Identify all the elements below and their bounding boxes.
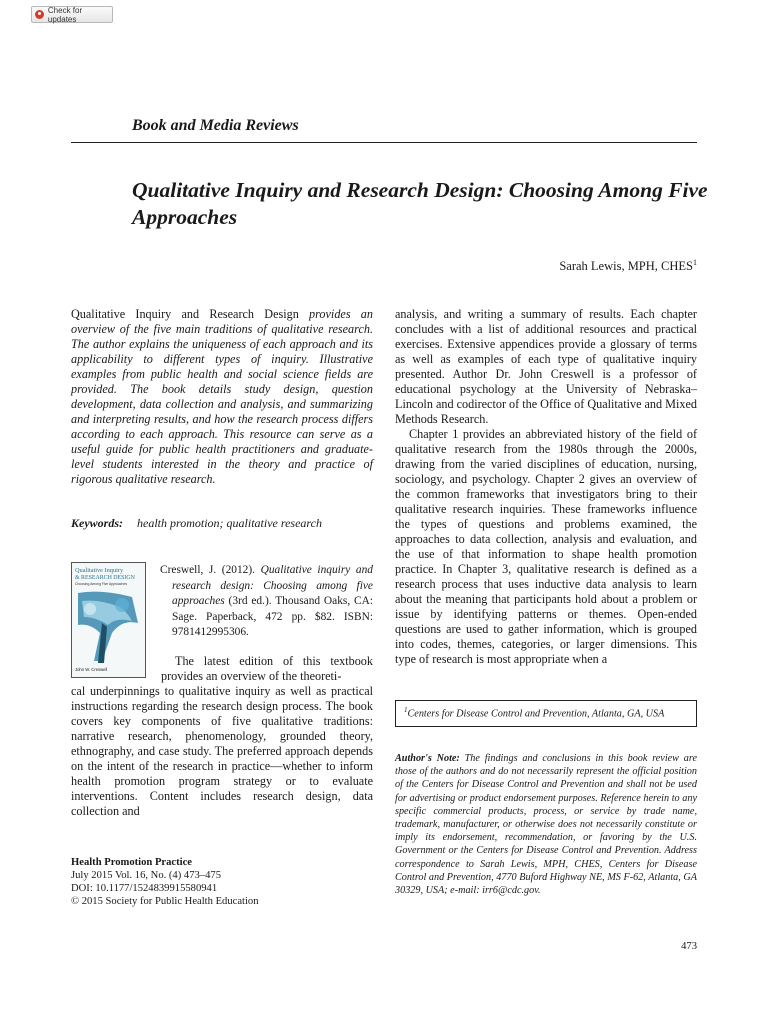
body-text-right-column [395,307,697,667]
author-byline [559,258,697,274]
body-left-wrapped-start: The latest edition of this textbook provides an overview of the theoreti- [161,654,373,683]
journal-copyright: © 2015 Society for Public Health Education [71,896,259,907]
body-text-left-column [71,654,373,819]
journal-doi: DOI: 10.1177/1524839915580941 [71,883,218,894]
authors-note-text: The findings and conclusions in this book review are those of the authors and do not necessarily represent the official position of the Centers for Disease Control and Prevention and shall not be used for advertising or product endorsement purposes. Reference herein to any specific commercial products, process, or service by trade name, trademark, manufacturer, or otherwise does not necessarily constitute or imply its endorsement, recommendation, or favoring by the U.S. Government or the Centers for Disease Control and Prevention. Address correspondence to Sarah Lewis, MPH, CHES, Centers for Disease Control and Prevention, 4770 Buford Highway NE, MS F-62, Atlanta, GA 30329, USA; e-mail: irr6@cdc.gov. [395,753,697,897]
cover-title-line2: & RESEARCH DESIGN [75,575,135,581]
crossmark-icon [35,10,44,19]
authors-note [395,752,697,897]
abstract [71,307,373,487]
keywords-text: health promotion; qualitative research [137,516,322,530]
book-citation [160,563,373,641]
cover-author: John W. Creswell [75,667,108,672]
journal-title: Health Promotion Practice [71,857,193,868]
cover-subtitle: Choosing Among Five Approaches [75,582,128,586]
body-right-paragraph-1: analysis, and writing a summary of results. Each chapter concludes with a list of additional resources and practical exercises. Extensive appendices provide a glossary of terms as well as examples of each type of qualitative inquiry presented. Author Dr. John Creswell is a professor of educational psychology at the University of Nebraska–Lincoln and codirector of the Office of Qualitative and Mixed Methods Research. [395,307,697,426]
authors-note-label: Author's Note: [395,753,460,764]
journal-issue: July 2015 Vol. 16, No. (4) 473–475 [71,870,221,881]
citation-book-title: Qualitative inquiry and research design: Choosing among five approaches [172,564,373,607]
section-header: Book and Media Reviews [132,117,299,134]
keywords [71,516,322,531]
journal-info [71,856,259,908]
body-left-paragraph [71,654,373,819]
abstract-lead: Qualitative Inquiry and Research Design [71,307,299,321]
check-for-updates-label: Check for updates [47,5,83,24]
keywords-label: Keywords: [71,516,123,530]
affiliation-text: Centers for Disease Control and Prevention, Atlanta, GA, USA [407,708,665,720]
body-right-paragraph-2: Chapter 1 provides an abbreviated history of the field of qualitative research from the 1980s through the 2000s, drawing from the varied disciplines of education, nursing, sociology, and psychology. Chapter 2 gives an overview of the common frameworks that investigators bring to their qualitative research inquiries. These frameworks influence the types of questions and problems examined, the approaches to data collection, analysis and evaluation, and the use of that information to shape health promotion practice. In Chapter 3, qualitative research is defined as a research process that uses inductive data analysis to learn about the meaning that participants hold about a problem or issue by identifying patterns or themes. Open-ended questions are used to gather information, which is grouped into codes, themes, categories, or larger dimensions. This type of research is most appropriate when a [395,427,697,666]
page-number: 473 [681,941,697,952]
citation-details: (3rd ed.). Thousand Oaks, CA: Sage. Paperback, 472 pp. $82. ISBN: 9781412995306. [172,595,373,638]
affiliation-box [395,700,697,727]
header-rule [71,142,697,143]
author-name: Sarah Lewis, MPH, CHES [559,259,693,274]
citation-author-year: Creswell, J. (2012). [160,564,261,576]
body-left-continued: cal underpinnings to qualitative inquiry as well as practical instructions regarding the research design process. The book covers key components of five qualitative traditions: narrative research, phenomenology, grounded theory, ethnography, and case study. The preferred approach depends on the intent of the research in practice—whether to inform health promotion program strategy or to evaluate interventions. Content includes research design, data collection and [71,684,373,818]
abstract-text: provides an overview of the five main traditions of qualitative research. The author explains the uniqueness of each approach and its applicability to different types of inquiry. Illustrative examples from public health and social science fields are provided. The book details study design, question development, data collection and analysis, and summarizing and interpreting results, and how the research process differs according to each approach. This resource can serve as a useful guide for public health practitioners and graduate-level students interested in the theory and practice of rigorous qualitative research. [71,307,373,486]
author-affiliation-mark: 1 [693,258,697,267]
check-for-updates-button[interactable] [31,6,113,23]
cover-title-line1: Qualitative Inquiry [75,567,124,574]
affiliation-mark: 1 [404,706,408,714]
article-title: Qualitative Inquiry and Research Design: Choosing Among Five Approaches [132,178,708,229]
